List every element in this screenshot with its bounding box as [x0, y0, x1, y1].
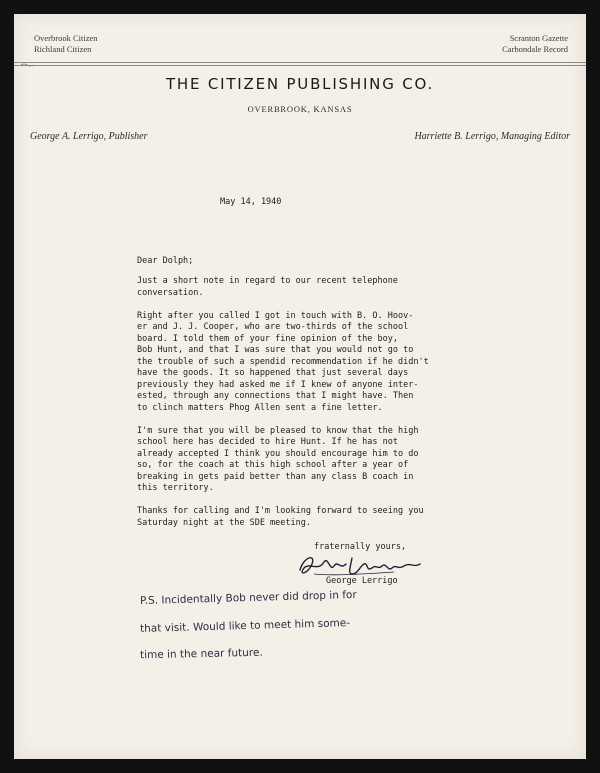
postscript-line: time in the near future. — [139, 646, 263, 662]
letter-page — [14, 14, 586, 759]
editor-line: Harriette B. Lerrigo, Managing Editor — [414, 131, 570, 142]
letterhead-divider — [14, 62, 586, 63]
right-papers — [502, 33, 568, 55]
letter-date: May 14, 1940 — [220, 197, 282, 207]
paper-name: Overbrook Citizen — [34, 33, 98, 43]
salutation: Dear Dolph; — [137, 256, 194, 266]
body-paragraph: Just a short note in regard to our recent telephone conversation. — [137, 276, 398, 298]
letter-body — [137, 276, 477, 541]
body-paragraph: I'm sure that you will be pleased to know that the high school here has decided to hire Hunt. If he has not already accepted I think you should encourage him to do so, for the coach at this high school after a year of breaking in gets paid better than any class B coach in this territory. — [137, 425, 419, 493]
left-papers — [34, 33, 98, 55]
closing: fraternally yours, — [314, 542, 407, 552]
paper-name: Scranton Gazette — [509, 33, 568, 43]
paper-name: Richland Citizen — [34, 44, 92, 54]
letterhead-divider — [14, 65, 586, 66]
postscript-line: P.S. Incidentally Bob never did drop in for — [139, 588, 357, 608]
publisher-line: George A. Lerrigo, Publisher — [30, 131, 148, 142]
signer-name: George Lerrigo — [326, 576, 398, 586]
paper-name: Carbondale Record — [502, 44, 568, 54]
body-paragraph: Right after you called I got in touch with B. O. Hoov- er and J. J. Cooper, who are two-thirds of the school board. I told them of your fine opinion of the boy, Bob Hunt, and that I was sure that you would not go to the trouble of such a spendid recommendation if he didn't have the goods. It so happened that just several days previously they had asked me if I knew of anyone inter- ested, through any connections that I might have. Then to clinch matters Phog Allen sent a fine letter. — [137, 310, 429, 413]
body-paragraph: Thanks for calling and I'm looking forward to seeing you Saturday night at the SDE meeting. — [137, 506, 424, 528]
company-name: THE CITIZEN PUBLISHING CO. — [165, 75, 435, 93]
postscript-line: that visit. Would like to meet him some- — [139, 617, 351, 635]
pencil-mark-icon — [20, 63, 34, 67]
company-location: OVERBROOK, KANSAS — [247, 104, 353, 114]
